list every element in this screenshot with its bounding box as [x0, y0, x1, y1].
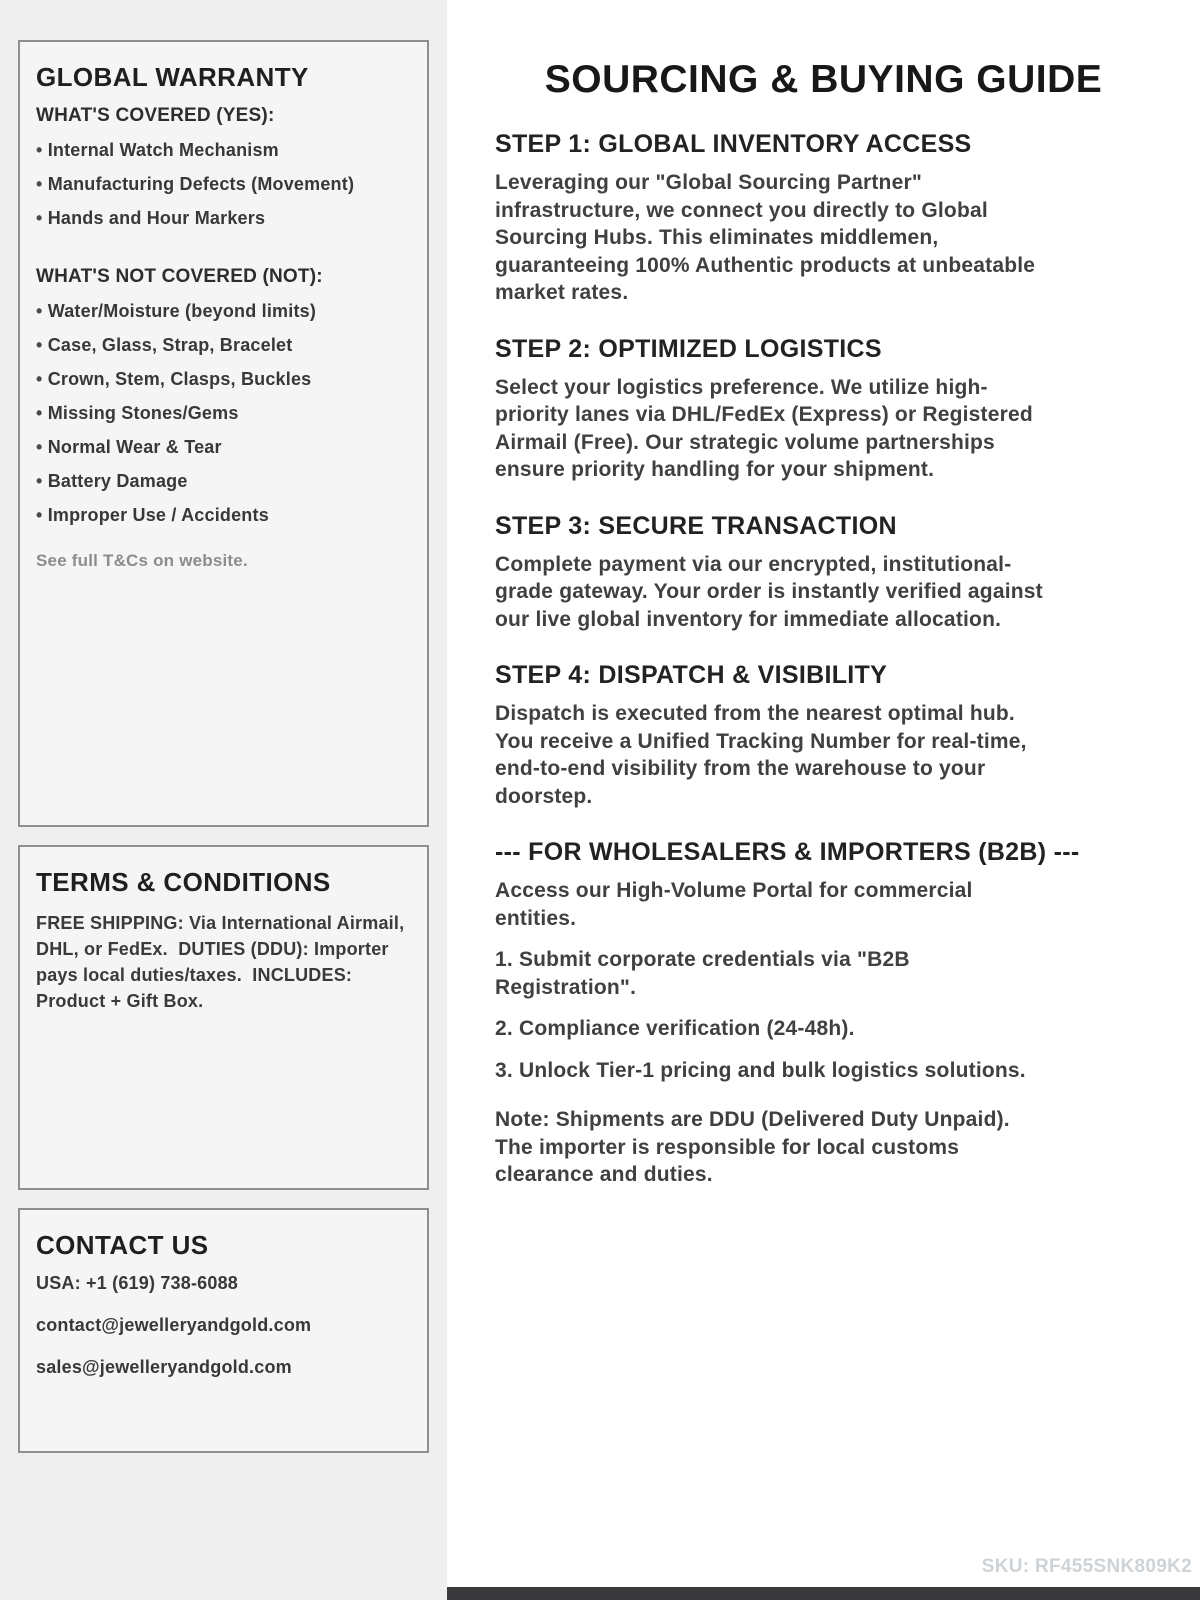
list-item: • Normal Wear & Tear — [36, 438, 411, 457]
b2b-section — [495, 838, 1152, 1189]
step-1-section — [495, 130, 1152, 307]
step-3-body: Complete payment via our encrypted, institutional-grade gateway. Your order is instantly verified against our live global inventory for immediate allocation. — [495, 552, 1043, 631]
ddu-note: Note: Shipments are DDU (Delivered Duty Unpaid). The importer is responsible for local customs clearance and duties. — [495, 1108, 1010, 1186]
step-4-body: Dispatch is executed from the nearest optimal hub. You receive a Unified Tracking Number for real-time, end-to-end visibility from the warehouse to your doorstep. — [495, 702, 1027, 808]
step-3-heading: STEP 3: SECURE TRANSACTION — [495, 511, 897, 540]
step-2-section — [495, 335, 1152, 484]
step-1-heading: STEP 1: GLOBAL INVENTORY ACCESS — [495, 130, 972, 158]
contact-title: CONTACT US — [36, 1230, 209, 1260]
list-item: • Water/Moisture (beyond limits) — [36, 302, 411, 321]
buying-guide — [447, 0, 1200, 1600]
step-3-section — [495, 512, 1152, 634]
terms-body: FREE SHIPPING: Via International Airmail, DHL, or FedEx. DUTIES (DDU): Importer pays local duties/taxes. INCLUDES: Product + Gift Box. — [36, 913, 410, 1011]
list-item: • Battery Damage — [36, 472, 411, 491]
step-2-heading: STEP 2: OPTIMIZED LOGISTICS — [495, 334, 882, 363]
covered-list — [36, 141, 411, 228]
b2b-step-2: 2. Compliance verification (24-48h). — [495, 1017, 855, 1040]
step-1-body: Leveraging our "Global Sourcing Partner" infrastructure, we connect you directly to Global Sourcing Hubs. This eliminates middlemen, guaranteeing 100% Authentic products at unbeatable market rates. — [495, 171, 1036, 304]
list-item: • Crown, Stem, Clasps, Buckles — [36, 370, 411, 389]
not-covered-list — [36, 302, 411, 525]
contact-box — [18, 1208, 429, 1453]
terms-box — [18, 845, 429, 1190]
list-item: • Missing Stones/Gems — [36, 404, 411, 423]
terms-title: TERMS & CONDITIONS — [36, 867, 331, 897]
step-4-section — [495, 661, 1152, 810]
sku-label: SKU: RF455SNK809K2 — [981, 1556, 1192, 1577]
b2b-heading: --- FOR WHOLESALERS & IMPORTERS (B2B) --- — [495, 838, 1080, 866]
list-item: • Manufacturing Defects (Movement) — [36, 175, 411, 194]
contact-email: contact@jewelleryandgold.com — [36, 1315, 312, 1335]
sales-email: sales@jewelleryandgold.com — [36, 1357, 292, 1377]
warranty-footnote: See full T&Cs on website. — [36, 551, 248, 570]
covered-title: WHAT'S COVERED (YES): — [36, 105, 275, 126]
footer-bar — [447, 1587, 1200, 1600]
page-title: SOURCING & BUYING GUIDE — [544, 58, 1103, 101]
list-item: • Improper Use / Accidents — [36, 506, 411, 525]
b2b-step-3: 3. Unlock Tier-1 pricing and bulk logistics solutions. — [495, 1058, 1026, 1082]
warranty-box — [18, 40, 429, 827]
b2b-intro: Access our High-Volume Portal for commercial entities. — [495, 879, 973, 930]
b2b-step-1: 1. Submit corporate credentials via "B2B Registration". — [495, 948, 910, 999]
list-item: • Internal Watch Mechanism — [36, 141, 411, 160]
step-2-body: Select your logistics preference. We utilize high-priority lanes via DHL/FedEx (Express) or Registered Airmail (Free). Our strategic volume partnerships ensure priority handling for your shipment. — [495, 375, 1033, 481]
sidebar — [0, 0, 447, 1600]
step-4-heading: STEP 4: DISPATCH & VISIBILITY — [495, 661, 888, 689]
contact-phone: USA: +1 (619) 738-6088 — [36, 1273, 239, 1293]
not-covered-title: WHAT'S NOT COVERED (NOT): — [36, 266, 323, 287]
list-item: • Hands and Hour Markers — [36, 209, 411, 228]
list-item: • Case, Glass, Strap, Bracelet — [36, 336, 411, 355]
warranty-title: GLOBAL WARRANTY — [36, 62, 309, 92]
